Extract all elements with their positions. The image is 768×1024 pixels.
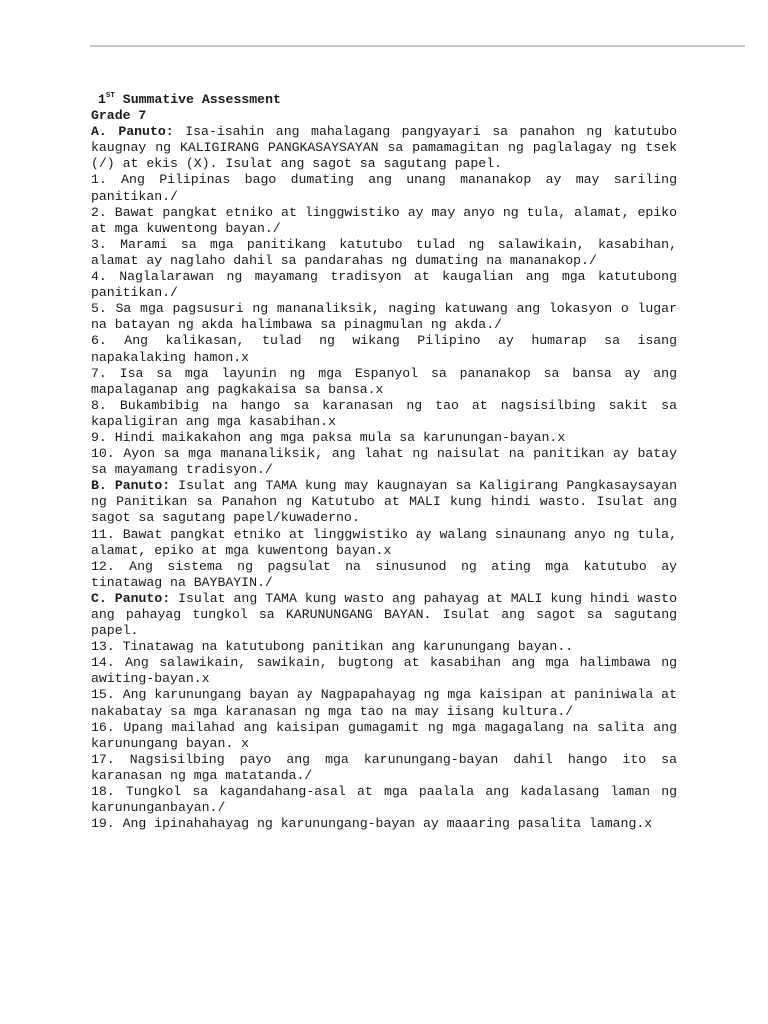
section-label: B. Panuto: xyxy=(91,478,171,494)
section-instruction xyxy=(91,591,677,639)
question-item: 3. Marami sa mga panitikang katutubo tulad ng salawikain, kasabihan, alamat ay naglaho dahil sa pandarahas ng dumating na mananakop./ xyxy=(91,236,677,268)
document-body xyxy=(91,92,677,832)
page-top-rule xyxy=(90,45,745,47)
section-instruction xyxy=(91,124,677,172)
question-item: 5. Sa mga pagsusuri ng mananaliksik, naging katuwang ang lokasyon o lugar na batayan ng akda halimbawa sa pinagmulan ng akda./ xyxy=(91,301,677,333)
question-item: 14. Ang salawikain, sawikain, bugtong at kasabihan ang mga halimbawa ng awiting-bayan.x xyxy=(91,655,677,687)
question-item: 7. Isa sa mga layunin ng mga Espanyol sa pananakop sa bansa ay ang mapalaganap ang pagkakaisa sa bansa.x xyxy=(91,365,677,397)
question-item: 2. Bawat pangkat etniko at linggwistiko ay may anyo ng tula, alamat, epiko at mga kuwentong bayan./ xyxy=(91,204,677,236)
question-item: 18. Tungkol sa kagandahang-asal at mga paalala ang kadalasang laman ng karununganbayan./ xyxy=(91,784,677,816)
document-title xyxy=(91,92,677,108)
question-item: 4. Naglalarawan ng mayamang tradisyon at kaugalian ang mga katutubong panitikan./ xyxy=(91,269,677,301)
question-item: 15. Ang karunungang bayan ay Nagpapahayag ng mga kaisipan at paniniwala at nakabatay sa mga karanasan ng mga tao na may iisang kultura./ xyxy=(91,687,677,719)
question-item: 11. Bawat pangkat etniko at linggwistiko ay walang sinaunang anyo ng tula, alamat, epiko at mga kuwentong bayan.x xyxy=(91,526,677,558)
question-item: 10. Ayon sa mga mananaliksik, ang lahat ng naisulat na panitikan ay batay sa mayamang tradisyon./ xyxy=(91,446,677,478)
assessment-sections xyxy=(91,124,677,832)
title-text: Summative Assessment xyxy=(114,92,281,107)
instruction-text: Isulat ang TAMA kung may kaugnayan sa Kaligirang Pangkasaysayan ng Panitikan sa Panahon ng Katutubo at MALI kung hindi wasto. Isulat ang sagot sa sagutang papel/kuwaderno. xyxy=(91,478,677,526)
title-ordinal: 1 xyxy=(98,92,106,107)
question-item: 6. Ang kalikasan, tulad ng wikang Pilipino ay humarap sa isang napakalaking hamon.x xyxy=(91,333,677,365)
question-item: 1. Ang Pilipinas bago dumating ang unang mananakop ay may sariling panitikan./ xyxy=(91,172,677,204)
question-item: 16. Upang mailahad ang kaisipan gumagamit ng mga magagalang na salita ang karunungang bayan. x xyxy=(91,719,677,751)
section-instruction xyxy=(91,478,677,526)
title-superscript: ST xyxy=(105,92,115,100)
question-item: 17. Nagsisilbing payo ang mga karunungang-bayan dahil hango ito sa karanasan ng mga matatanda./ xyxy=(91,751,677,783)
instruction-text: Isa-isahin ang mahalagang pangyayari sa panahon ng katutubo kaugnay ng KALIGIRANG PANGKASAYSAYAN sa pamamagitan ng paglalagay ng tsek (/) at ekis (X). Isulat ang sagot sa sagutang papel. xyxy=(91,124,677,172)
section-label: A. Panuto: xyxy=(91,124,174,140)
instruction-text: Isulat ang TAMA kung wasto ang pahayag at MALI kung hindi wasto ang pahayag tungkol sa KARUNUNGANG BAYAN. Isulat ang sagot sa sagutang papel. xyxy=(91,590,677,639)
question-item: 12. Ang sistema ng pagsulat na sinusunod ng ating mga katutubo ay tinatawag na BAYBAYIN./ xyxy=(91,558,677,590)
question-item: 8. Bukambibig na hango sa karanasan ng tao at nagsisilbing sakit sa kapaligiran ang mga kasabihan.x xyxy=(91,397,677,429)
question-item: 13. Tinatawag na katutubong panitikan ang karunungang bayan.. xyxy=(91,639,574,655)
question-item: 19. Ang ipinahahayag ng karunungang-bayan ay maaaring pasalita lamang.x xyxy=(91,816,653,832)
section-label: C. Panuto: xyxy=(91,590,171,606)
question-item: 9. Hindi maikakahon ang mga paksa mula sa karunungan-bayan.x xyxy=(91,429,566,445)
grade-label: Grade 7 xyxy=(91,108,147,124)
